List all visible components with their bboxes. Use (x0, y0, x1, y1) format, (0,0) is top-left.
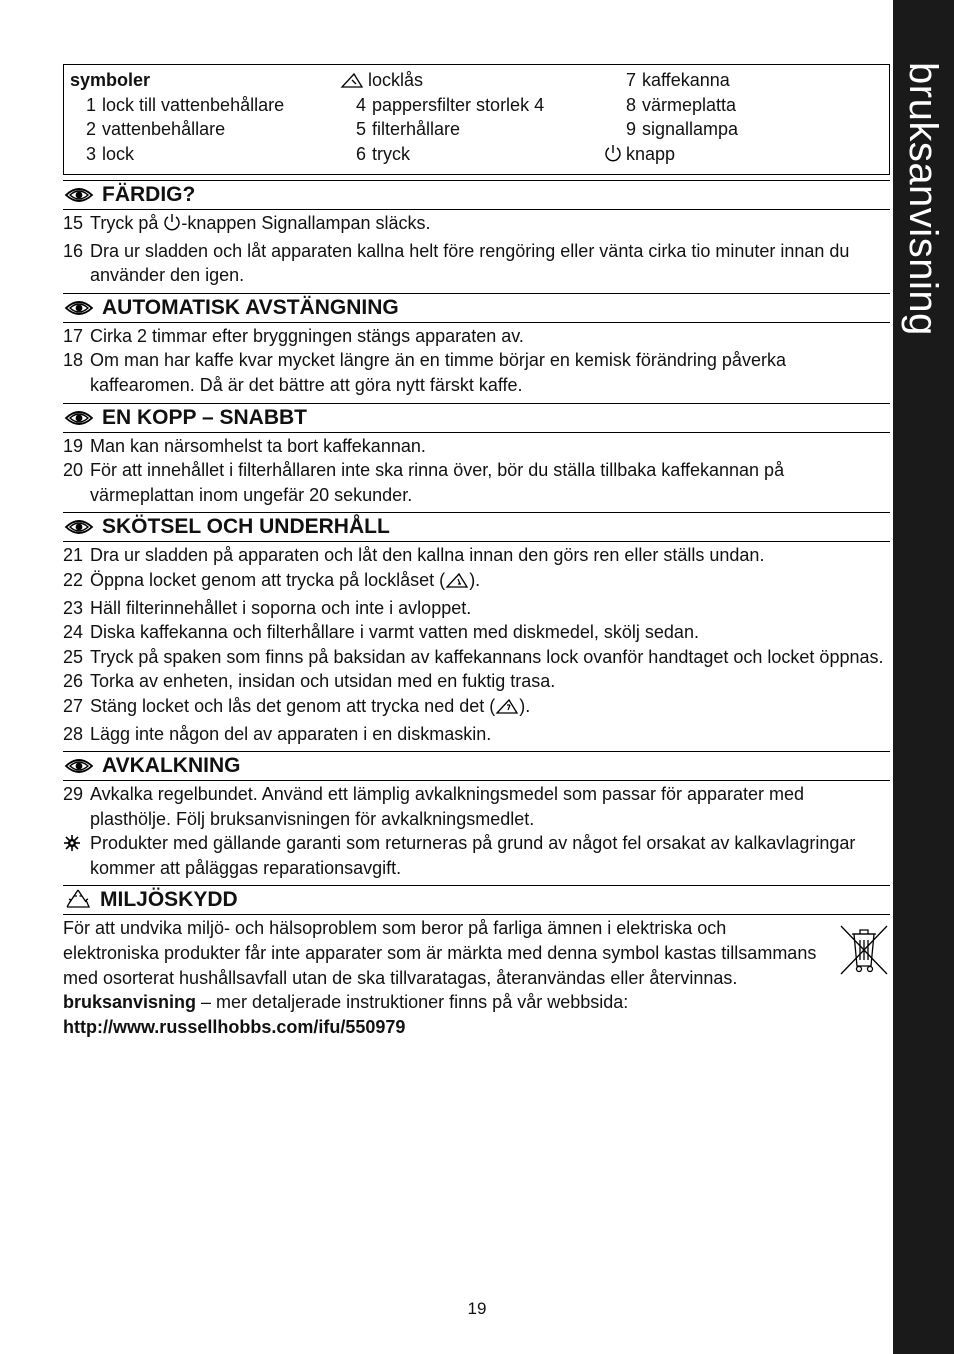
item-text: Diska kaffekanna och filterhållare i varmt vatten med diskmedel, skölj sedan. (90, 622, 699, 643)
item-text: Produkter med gällande garanti som returneras på grund av något fel orsakat av kalkavlagringar kommer att påläggas reparationsavgift. (90, 833, 856, 878)
item-number: 29 (63, 784, 84, 805)
symbol-item (340, 93, 544, 118)
eye-icon (64, 185, 94, 213)
eye-icon (64, 408, 94, 436)
item-text: Torka av enheten, insidan och utsidan med en fuktig trasa. (90, 671, 556, 692)
instructions-text: – mer detaljerade instruktioner finns på vår webbsida: (196, 992, 629, 1013)
symbol-label: signallampa (642, 119, 739, 140)
list-item (63, 620, 890, 645)
list-item (63, 348, 890, 397)
item-number: 23 (63, 597, 84, 618)
section-title: EN KOPP – SNABBT (102, 405, 307, 429)
item-number: 22 (63, 569, 84, 590)
item-number: 26 (63, 671, 84, 692)
list-item (63, 434, 890, 459)
list-item (63, 324, 890, 349)
section-title: SKÖTSEL OCH UNDERHÅLL (102, 515, 390, 539)
item-number: 27 (63, 695, 84, 716)
symbol-number: 6 (355, 143, 366, 164)
symbol-number: 4 (355, 94, 366, 115)
symbol-number: 2 (85, 119, 96, 140)
section-title: FÄRDIG? (102, 183, 196, 206)
symbol-label: kaffekanna (642, 70, 730, 90)
symbols-box (63, 64, 890, 175)
list-item (63, 669, 890, 694)
environment-block (63, 916, 890, 1039)
list-item (63, 211, 890, 239)
instructions-url[interactable]: http://www.russellhobbs.com/ifu/550979 (63, 1016, 406, 1037)
page-number: 19 (467, 1299, 487, 1318)
symbol-item (70, 142, 284, 167)
instructions-line (63, 990, 890, 1015)
symbol-item (70, 93, 284, 118)
item-text (90, 568, 890, 596)
instruction-list (63, 211, 890, 288)
item-text-after: ). (519, 695, 531, 716)
section-heading (63, 293, 890, 323)
section-heading (63, 403, 890, 433)
symbol-item (610, 117, 738, 142)
item-text: Om man har kaffe kvar mycket längre än en timme börjar en kemisk förändring påverka kaffearomen. Då är det bättre att göra nytt färskt kaffe. (90, 350, 786, 395)
item-number: 28 (63, 723, 84, 744)
symbol-number: 7 (625, 70, 636, 90)
symbol-label: tryck (372, 143, 410, 164)
symbol-item (340, 117, 544, 142)
symbol-label: värmeplatta (642, 94, 737, 115)
power-icon (163, 212, 181, 239)
symbol-label: pappersfilter storlek 4 (372, 94, 545, 115)
lock-close-icon (495, 697, 519, 722)
symbol-label: lock (102, 143, 135, 164)
item-number: 18 (63, 350, 84, 371)
section-heading (63, 512, 890, 542)
symbol-item (340, 142, 544, 167)
symbol-number: 5 (355, 119, 366, 140)
item-number: 16 (63, 240, 84, 261)
symbol-item (340, 68, 544, 93)
item-number: 21 (63, 545, 84, 566)
item-text-after: ). (469, 569, 481, 590)
symbol-number: 8 (625, 94, 636, 115)
item-number: 20 (63, 460, 84, 481)
section-heading-miljoskydd (63, 885, 890, 915)
eye-icon (64, 298, 94, 326)
crossed-bin-icon (838, 922, 890, 983)
item-text: Cirka 2 timmar efter bryggningen stängs apparaten av. (90, 325, 524, 346)
eye-icon (64, 517, 94, 545)
item-text: Avkalka regelbundet. Använd ett lämplig avkalkningsmedel som passar för apparater med plasthölje. Följ bruksanvisningen för avkalkningsmedlet. (90, 784, 805, 829)
instructions-bold: bruksanvisning (63, 992, 197, 1013)
item-number: 24 (63, 622, 84, 643)
item-number: 19 (63, 435, 84, 456)
symbol-label: knapp (626, 143, 676, 164)
item-text: Dra ur sladden och låt apparaten kallna helt före rengöring eller vänta cirka tio minuter innan du använder den igen. (90, 240, 850, 286)
symbol-item (610, 93, 738, 118)
item-text-before: Öppna locket genom att trycka på locklåset ( (90, 569, 446, 590)
side-tab-label: bruksanvisning (901, 62, 945, 336)
item-text: Tryck på spaken som finns på baksidan av kaffekannans lock ovanför handtaget och locket öppnas. (90, 646, 884, 667)
section-title: MILJÖSKYDD (100, 888, 238, 912)
lock-open-icon (445, 571, 469, 596)
list-item (63, 596, 890, 621)
item-text-before: Tryck på (90, 213, 164, 233)
symbol-label: vattenbehållare (102, 119, 226, 140)
item-text: Dra ur sladden på apparaten och låt den kallna innan den görs ren eller ställs undan. (90, 545, 765, 566)
list-item (63, 543, 890, 568)
page-content (63, 64, 890, 1039)
symbol-number: 3 (85, 143, 96, 164)
warning-star-icon (63, 834, 81, 859)
item-text (90, 694, 890, 722)
list-item (63, 645, 890, 670)
instruction-list (63, 543, 890, 746)
section-heading (63, 180, 890, 210)
instruction-list (63, 434, 890, 508)
item-number: 15 (63, 213, 84, 233)
list-item (63, 694, 890, 722)
instruction-list (63, 782, 890, 880)
side-tab (893, 0, 954, 1354)
symbol-item (70, 117, 284, 142)
recycle-icon (64, 888, 92, 918)
symbol-number: 9 (625, 119, 636, 140)
item-text-before: Stäng locket och lås det genom att trycka ned det ( (90, 695, 496, 716)
instruction-list (63, 324, 890, 398)
symbol-label: locklås (368, 70, 424, 90)
list-item (63, 722, 890, 747)
item-text: För att innehållet i filterhållaren inte ska rinna över, bör du ställa tillbaka kaffekannan på värmeplattan inom ungefär 20 sekunder. (90, 460, 785, 505)
list-item (63, 458, 890, 507)
symbols-heading: symboler (70, 70, 151, 90)
section-heading (63, 751, 890, 781)
symbol-label: filterhållare (372, 119, 461, 140)
list-item (63, 831, 890, 880)
item-number: 17 (63, 325, 84, 346)
power-icon (604, 143, 622, 170)
symbol-item (610, 142, 738, 167)
section-title: AUTOMATISK AVSTÄNGNING (102, 295, 399, 319)
item-text (90, 211, 890, 239)
item-number: 25 (63, 646, 84, 667)
item-text-after: -knappen Signallampan släcks. (181, 213, 431, 233)
list-item (63, 239, 890, 288)
item-text: Häll filterinnehållet i soporna och inte i avloppet. (90, 597, 472, 618)
symbol-number: 1 (85, 94, 96, 115)
list-item (63, 568, 890, 596)
symbol-label: lock till vattenbehållare (102, 94, 285, 115)
symbol-item (610, 68, 738, 93)
item-text: Man kan närsomhelst ta bort kaffekannan. (90, 435, 426, 456)
eye-icon (64, 756, 94, 784)
item-number (63, 831, 90, 880)
environment-text: För att undvika miljö- och hälsoproblem som beror på farliga ämnen i elektriska och elektroniska produkter får inte apparater som är märkta med denna symbol kastas tillsammans med osorterat hushållsavfall utan de ska tillvaratagas, återanvändas eller återvinnas. (63, 918, 817, 988)
section-title: AVKALKNING (102, 754, 241, 778)
item-text: Lägg inte någon del av apparaten i en diskmaskin. (90, 723, 492, 744)
list-item (63, 782, 890, 831)
